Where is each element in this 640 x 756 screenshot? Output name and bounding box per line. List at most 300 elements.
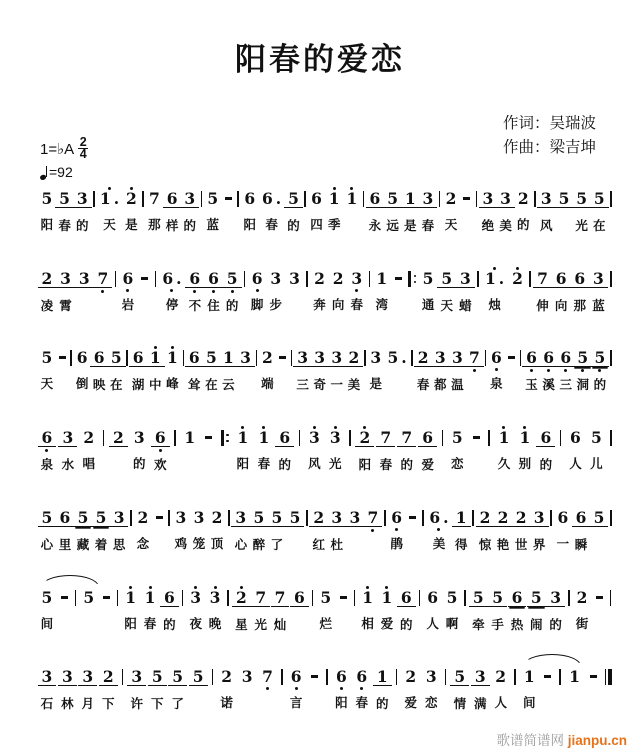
lyric-text: 闹: [530, 618, 543, 632]
note-token: [484, 262, 506, 313]
note-digit: [57, 349, 67, 366]
note-digit: 5: [590, 190, 609, 208]
note-token: [148, 341, 162, 393]
lyric-text: 湖: [131, 378, 145, 392]
note-digit: 5: [249, 509, 268, 527]
note-token: [257, 421, 271, 472]
barline: [291, 350, 293, 366]
dash-mark: [596, 596, 603, 598]
dash-token: [204, 421, 214, 472]
lyric-text: 凌: [40, 299, 54, 313]
note-token: [183, 182, 197, 234]
note-token: [254, 581, 268, 633]
barline: [75, 590, 77, 606]
note-digit: 1: [362, 587, 374, 607]
note-digit: [462, 190, 472, 207]
augmentation-dot: .: [443, 507, 449, 527]
note-digit: 5: [83, 587, 95, 607]
barline: [227, 590, 229, 606]
note-digit: 5: [74, 509, 93, 527]
barline: [520, 350, 522, 366]
note-token: [539, 421, 553, 473]
note-digit: 3: [270, 268, 282, 288]
note-token: [510, 581, 524, 633]
note-digit: 1: [452, 509, 471, 527]
note-digit: 7: [251, 589, 270, 607]
note-token: [124, 581, 138, 632]
lyric-text: 恋: [424, 696, 438, 710]
note-digit: [507, 349, 517, 366]
note-digit: 5: [527, 589, 546, 607]
note-digit: 6: [356, 666, 368, 686]
note-digit: 1: [376, 268, 388, 288]
note-digit: 2: [125, 188, 137, 208]
note-digit: 5: [38, 509, 57, 527]
note-token: [96, 262, 110, 314]
lyric-text: 的: [375, 697, 389, 711]
lyric-text: 阳: [243, 218, 256, 232]
dash-mark: [463, 197, 470, 199]
augmentation-dot: .: [498, 268, 505, 288]
note-digit: 1: [166, 347, 178, 367]
note-digit: [224, 190, 234, 207]
note-digit: 3: [175, 507, 187, 527]
lyric-text: 的: [549, 618, 562, 632]
dash-mark: [205, 436, 212, 438]
lyric-text: 春: [421, 219, 435, 233]
lyric-text: 季: [327, 218, 341, 232]
note-token: [278, 421, 292, 473]
note-token: [450, 421, 464, 472]
barline: [363, 191, 365, 207]
note-token: [77, 262, 91, 314]
lyric-text: 星: [235, 618, 248, 632]
note-digit: 6: [129, 349, 148, 367]
lyric-text: 欢: [153, 458, 167, 472]
lyric-text: 通: [421, 298, 435, 312]
note-digit: 6: [151, 429, 170, 447]
note-token: [350, 262, 364, 313]
barline: [299, 430, 301, 446]
note-token: [40, 501, 54, 553]
lyric-text: 灿: [273, 618, 287, 632]
dash-mark: [508, 356, 515, 358]
note-digit: 5: [286, 509, 305, 527]
lyric-text: 鹃: [390, 537, 403, 551]
dash-token: [507, 341, 517, 392]
barline: [354, 590, 356, 606]
lyric-text: 春: [265, 218, 278, 232]
note-digit: 1: [146, 349, 165, 367]
lyric-text: 样: [165, 219, 179, 233]
note-token: [174, 501, 188, 552]
low-octave-dot: [598, 367, 601, 374]
barline: [256, 350, 258, 366]
note-token: [369, 341, 383, 392]
note-token: [58, 182, 72, 234]
note-digit: 6: [90, 349, 109, 367]
lyric-text: 热: [510, 618, 524, 632]
note-token: [569, 421, 583, 472]
note-digit: 5: [591, 349, 610, 367]
note-token: [40, 182, 54, 233]
note-digit: 5: [41, 188, 53, 208]
note-token: [289, 660, 303, 711]
barline: [281, 669, 283, 685]
lyric-text: 温: [451, 378, 464, 392]
note-token: [361, 581, 375, 632]
note-token: [592, 501, 606, 553]
barline: [442, 430, 444, 446]
lyric-text: 溪: [542, 378, 555, 392]
note-token: [61, 421, 75, 473]
note-token: [261, 660, 275, 711]
lyric-text: 阳: [335, 696, 348, 710]
note-digit: 3: [293, 349, 312, 367]
note-digit: 1: [346, 188, 358, 208]
repeat-thick-bar: [408, 271, 411, 287]
lyric-text: 藏: [76, 538, 90, 552]
note-token: [109, 341, 123, 393]
note-digit: 5: [383, 190, 402, 208]
low-octave-dot: [170, 287, 173, 294]
lyric-text: 是: [369, 377, 383, 391]
note-digit: 3: [546, 589, 565, 607]
note-token: [183, 421, 197, 472]
note-token: [433, 341, 447, 393]
note-digit: 3: [133, 427, 145, 447]
note-digit: 3: [370, 347, 382, 367]
augmentation-dot: .: [113, 188, 120, 208]
note-digit: 6 .: [262, 188, 282, 208]
low-octave-dot: [193, 288, 196, 295]
note-token: [239, 341, 253, 393]
note-token: [386, 182, 400, 234]
lyric-text: 映: [92, 378, 106, 392]
score-line-7: [40, 660, 612, 712]
note-digit: 6: [508, 589, 527, 607]
note-digit: 7: [397, 429, 416, 447]
note-token: [136, 501, 150, 552]
augmentation-dot: .: [275, 188, 282, 208]
note-token: [539, 182, 553, 234]
lyric-text: 是: [125, 218, 138, 232]
lyric-text: 儿: [590, 457, 603, 471]
composer-credit: 作曲：梁吉坤: [502, 139, 596, 156]
lyric-text: 言: [289, 696, 303, 710]
note-token: [327, 182, 341, 233]
lyric-text: 三: [296, 378, 309, 392]
dash-mark: [279, 356, 286, 358]
dash-token: [462, 182, 472, 233]
score-line-5: [40, 501, 612, 553]
lyric-text: 相: [361, 617, 374, 631]
note-digit: 6: [522, 349, 541, 367]
dash-mark: [141, 277, 148, 279]
note-digit: 3: [231, 509, 250, 527]
note-digit: 6: [539, 349, 558, 367]
note-digit: 2: [355, 429, 374, 447]
note-token: [236, 421, 250, 472]
note-digit: [154, 509, 164, 526]
lyric-text: 的: [516, 218, 530, 232]
note-digit: 1: [144, 587, 156, 607]
lyric-text: 顶: [210, 537, 224, 551]
key-text: 1=♭A: [40, 140, 75, 158]
note-digit: [588, 668, 598, 685]
note-token: [518, 421, 532, 472]
note-token: [574, 501, 588, 553]
dash-token: [154, 501, 164, 552]
watermark-site-name: 歌谱简谱网: [496, 733, 564, 748]
note-digit: 3: [289, 268, 300, 288]
dash-mark: [225, 197, 232, 199]
note-digit: [471, 429, 481, 446]
note-token: [101, 660, 115, 712]
note-digit: 3: [425, 666, 437, 686]
note-digit: 5: [268, 509, 287, 527]
dash-token: [140, 262, 150, 313]
lyric-text: 在: [593, 219, 606, 233]
note-token: [375, 262, 389, 313]
barline: [70, 350, 72, 366]
barline: [514, 669, 516, 685]
dash-token: [594, 581, 604, 632]
note-digit: 1: [569, 666, 580, 686]
note-token: [310, 182, 324, 233]
note-token: [421, 182, 435, 234]
lyric-text: 一: [330, 378, 344, 392]
note-digit: 3: [327, 509, 346, 527]
note-token: [162, 581, 176, 633]
note-digit: 5: [55, 190, 74, 208]
dash-mark: [473, 436, 480, 438]
lyric-text: 满: [474, 697, 487, 711]
note-token: [40, 581, 54, 632]
lyric-text: 向: [331, 298, 345, 312]
note-digit: 5: [590, 427, 602, 447]
note-token: [250, 262, 264, 313]
note-token: [243, 182, 257, 233]
note-token: [207, 262, 221, 314]
note-token: [511, 262, 525, 313]
barline: [103, 430, 105, 446]
note-token: [81, 660, 95, 712]
lyric-text: 间: [523, 696, 536, 710]
lyric-text: 光: [329, 457, 342, 471]
lyric-text: 阳: [124, 617, 137, 631]
note-digit: 2: [38, 270, 57, 288]
lyric-text: 春: [257, 457, 271, 471]
note-digit: 3: [537, 190, 556, 208]
lyric-text: 永: [368, 219, 382, 233]
lyric-text: 美: [347, 378, 361, 392]
note-digit: 1: [328, 188, 340, 208]
note-digit: 3: [456, 270, 475, 288]
note-token: [112, 501, 126, 553]
barline: [237, 191, 239, 207]
note-token: [313, 262, 327, 313]
note-digit: 2: [232, 589, 251, 607]
lyric-text: 许: [130, 697, 144, 711]
note-token: [75, 182, 89, 234]
barline: [396, 669, 398, 685]
note-token: [171, 660, 185, 712]
lyric-text: 奔: [313, 298, 326, 312]
note-digit: 3: [448, 349, 467, 367]
note-token: [143, 581, 157, 632]
meter-denominator: 4: [79, 147, 87, 161]
note-token: [261, 182, 283, 233]
note-digit: 3: [419, 190, 438, 208]
lyric-text: 晚: [208, 617, 222, 631]
note-digit: 5: [590, 509, 609, 527]
lyric-text: 唱: [82, 457, 96, 471]
note-token: [404, 660, 418, 711]
lyric-text: 牵: [472, 618, 485, 632]
note-digit: 5: [437, 270, 456, 288]
lyric-text: 人: [494, 696, 507, 710]
note-token: [529, 581, 543, 633]
note-token: [454, 501, 468, 553]
barline: [445, 669, 447, 685]
lyric-text: 那: [573, 299, 587, 313]
note-token: [421, 421, 435, 473]
low-octave-dot: [360, 685, 363, 692]
note-token: [489, 341, 503, 392]
note-digit: 3: [479, 190, 498, 208]
barline: [312, 590, 314, 606]
note-token: [204, 341, 218, 393]
note-digit: 6 .: [429, 507, 449, 527]
note-digit: 5 .: [387, 347, 407, 367]
dash-mark: [103, 596, 110, 598]
barline: [568, 590, 570, 606]
note-digit: 3: [471, 668, 490, 686]
lyric-text: 下: [101, 697, 115, 711]
low-octave-dot: [495, 366, 498, 373]
lyric-text: 泉: [40, 458, 54, 472]
note-digit: [594, 589, 604, 606]
lyric-text: 惊: [478, 538, 492, 552]
lyric-text: 爱: [380, 617, 394, 631]
lyric-text: 人: [569, 457, 582, 471]
note-digit: 5: [451, 427, 463, 447]
dash-token: [588, 660, 598, 711]
note-token: [568, 660, 582, 711]
low-octave-dot: [355, 287, 358, 294]
lyric-text: 的: [225, 299, 239, 313]
note-digit: [101, 589, 111, 606]
note-token: [273, 581, 287, 633]
note-token: [576, 341, 590, 393]
lyric-text: 心: [234, 538, 248, 552]
low-octave-dot: [256, 287, 259, 294]
note-token: [421, 262, 435, 313]
lyric-text: 醉: [252, 538, 266, 552]
note-digit: 5: [450, 668, 469, 686]
note-digit: 1: [381, 587, 393, 607]
score-line-1: [40, 182, 612, 234]
dash-token: [338, 581, 348, 632]
lyric-text: 石: [40, 697, 54, 711]
note-digit: 6: [556, 349, 575, 367]
lyric-text: 春: [379, 458, 393, 472]
barline: [550, 510, 552, 526]
note-digit: 6: [335, 666, 347, 686]
dash-token: [101, 581, 111, 632]
lyric-text: 那: [148, 218, 161, 232]
note-digit: 2: [221, 666, 233, 686]
note-digit: 3: [308, 427, 320, 447]
score-area: [40, 0, 612, 720]
low-octave-dot: [212, 288, 215, 295]
dash-token: [224, 182, 234, 233]
barline: [183, 350, 185, 366]
lyric-text: 岩: [121, 298, 135, 312]
low-octave-dot: [547, 367, 550, 374]
note-digit: 3: [75, 270, 94, 288]
lyric-text: 心: [40, 538, 54, 552]
note-token: [150, 660, 164, 712]
note-token: [426, 581, 440, 632]
barline: [115, 271, 117, 287]
note-digit: 2: [262, 347, 273, 367]
note-digit: 5: [422, 268, 434, 288]
note-digit: 3: [530, 509, 549, 527]
note-digit: 6: [275, 429, 294, 447]
lyric-text: 的: [400, 618, 413, 632]
barline: [306, 510, 308, 526]
lyric-text: 不: [188, 299, 202, 313]
lyric-text: 向: [554, 299, 568, 313]
barline: [168, 510, 170, 526]
note-token: [496, 501, 510, 553]
note-digit: 3: [56, 270, 75, 288]
barline: [610, 590, 612, 606]
note-token: [559, 341, 573, 393]
low-octave-dot: [159, 447, 162, 454]
note-token: [403, 182, 417, 234]
note-digit: 5: [148, 668, 167, 686]
watermark-site-link[interactable]: jianpu.cn: [567, 733, 627, 748]
note-token: [471, 581, 485, 633]
note-token: [269, 262, 283, 313]
song-title: 阳春的爱恋: [235, 42, 405, 77]
note-digit: [338, 589, 348, 606]
note-digit: [204, 429, 214, 446]
tempo-value: =92: [49, 164, 73, 180]
lyric-text: 烂: [319, 617, 332, 631]
note-digit: 7: [376, 429, 395, 447]
note-token: [532, 501, 546, 553]
lyric-text: 啊: [445, 617, 459, 631]
note-token: [319, 581, 333, 632]
barline: [476, 191, 478, 207]
note-digit: 3: [58, 668, 77, 686]
note-digit: 3: [78, 668, 97, 686]
note-digit: 3: [241, 666, 253, 686]
lyric-text: 泉: [490, 377, 503, 391]
note-digit: 7: [149, 188, 160, 208]
note-digit: 6: [163, 190, 182, 208]
note-token: [75, 341, 89, 392]
note-token: [494, 660, 508, 711]
lyric-text: 世: [514, 538, 528, 552]
note-token: [366, 501, 380, 553]
note-digit: 5: [189, 668, 208, 686]
note-token: [252, 501, 266, 553]
